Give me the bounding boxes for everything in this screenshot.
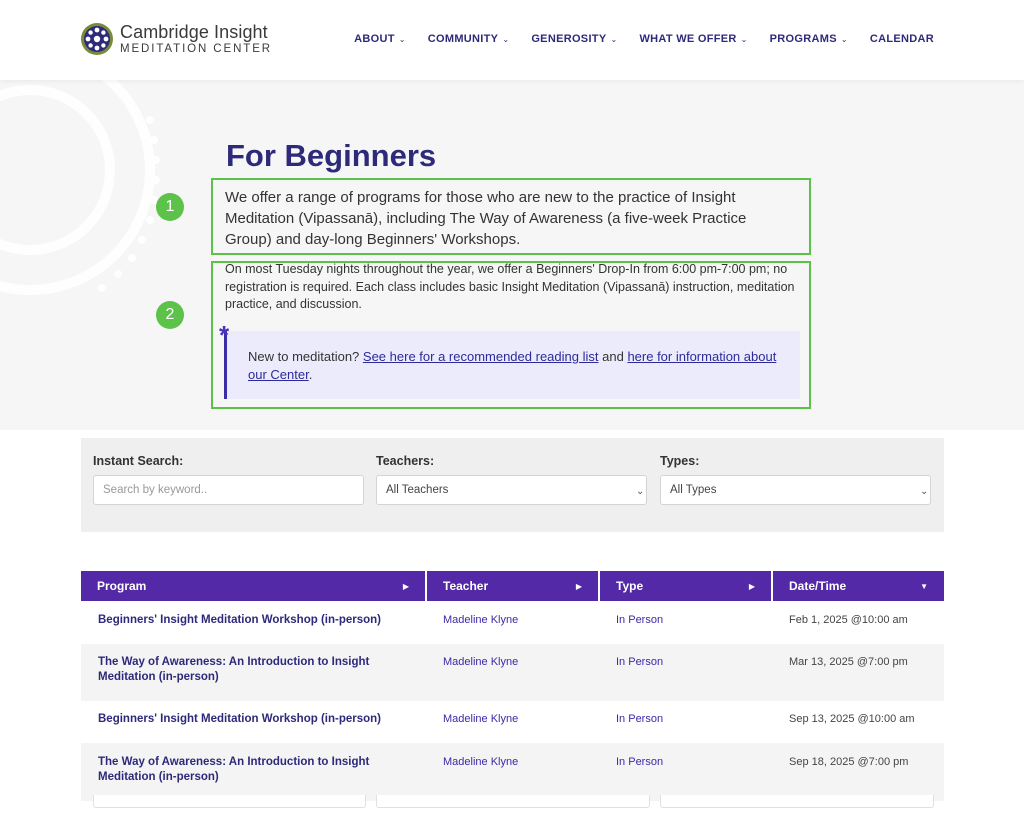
center-info-link[interactable]: here for information about our Center: [248, 349, 777, 382]
teacher-link[interactable]: Madeline Klyne: [443, 614, 519, 626]
clipped-input: [660, 795, 934, 808]
table-row: [81, 701, 944, 743]
asterisk-icon: *: [219, 320, 230, 350]
date-cell: Feb 1, 2025 @10:00 am: [789, 614, 908, 626]
chevron-down-icon: ⌄: [740, 34, 748, 44]
sort-arrow-icon: ▶: [575, 581, 582, 591]
page-title: For Beginners: [226, 138, 437, 173]
dropin-paragraph: On most Tuesday nights throughout the year, we offer a Beginners' Drop-In from 6:00 pm-7:00 pm; no registration is required. Each class includes basic Insight Meditation (Vipassanā) instruction, meditation practice, and discussion.: [225, 262, 795, 311]
chevron-down-icon: ⌄: [920, 486, 929, 497]
program-link[interactable]: The Way of Awareness: An Introduction to Insight Meditation (in-person): [98, 756, 370, 783]
site-logo[interactable]: [80, 22, 272, 56]
chevron-down-icon: ⌄: [636, 486, 645, 497]
nav-programs[interactable]: PROGRAMS ⌄: [769, 33, 848, 45]
teacher-link[interactable]: Madeline Klyne: [443, 713, 519, 725]
column-header-datetime[interactable]: Date/Time ▼: [773, 571, 944, 601]
type-link[interactable]: In Person: [616, 614, 664, 626]
annotation-box-1: [211, 178, 811, 255]
column-header-program[interactable]: Program ▶: [81, 571, 425, 601]
program-link[interactable]: The Way of Awareness: An Introduction to Insight Meditation (in-person): [98, 656, 370, 683]
nav-what-we-offer[interactable]: WHAT WE OFFER ⌄: [639, 33, 748, 45]
table-row: [81, 644, 944, 701]
type-link[interactable]: In Person: [616, 656, 664, 668]
column-header-teacher[interactable]: Teacher ▶: [427, 571, 598, 601]
column-header-type[interactable]: Type ▶: [600, 571, 771, 601]
main-nav: [354, 33, 934, 45]
table-row: [81, 743, 944, 801]
teacher-link[interactable]: Madeline Klyne: [443, 756, 519, 768]
sort-arrow-icon: ▶: [402, 581, 409, 591]
chevron-down-icon: ⌄: [398, 34, 406, 44]
types-select[interactable]: All Types: [660, 475, 931, 505]
annotation-badge-2: 2: [156, 301, 184, 329]
chevron-down-icon: ⌄: [610, 34, 618, 44]
mandala-ornament: [0, 60, 230, 310]
teachers-select[interactable]: All Teachers: [376, 475, 647, 505]
site-header: [0, 0, 1024, 80]
logo-subtitle: MEDITATION CENTER: [120, 42, 272, 55]
nav-community[interactable]: COMMUNITY ⌄: [427, 33, 510, 45]
program-link[interactable]: Beginners' Insight Meditation Workshop (in-person): [98, 713, 381, 725]
annotation-box-2: [211, 261, 811, 409]
chevron-down-icon: ⌄: [840, 34, 848, 44]
callout-text: New to meditation? See here for a recommended reading list and here for information about our Center.: [248, 349, 777, 382]
type-link[interactable]: In Person: [616, 713, 664, 725]
logo-name: Cambridge Insight: [120, 21, 268, 42]
date-cell: Mar 13, 2025 @7:00 pm: [789, 656, 908, 668]
teachers-label: Teachers:: [376, 454, 435, 468]
teacher-link[interactable]: Madeline Klyne: [443, 656, 519, 668]
clipped-input: [376, 795, 650, 808]
nav-generosity[interactable]: GENEROSITY ⌄: [531, 33, 618, 45]
reading-list-link[interactable]: See here for a recommended reading list: [362, 349, 599, 364]
clipped-input: [93, 795, 366, 808]
filter-panel: [81, 438, 944, 532]
table-row: [81, 601, 944, 644]
nav-calendar[interactable]: CALENDAR: [869, 33, 934, 45]
date-cell: Sep 18, 2025 @7:00 pm: [789, 756, 909, 768]
intro-paragraph: We offer a range of programs for those who are new to the practice of Insight Meditation (Vipassanā), including The Way of Awareness (a five-week Practice Group) and day-long Beginners' Workshops.: [225, 189, 747, 248]
programs-table: [81, 571, 944, 783]
sort-arrow-icon: ▶: [748, 581, 755, 591]
table-header: [81, 571, 944, 601]
program-link[interactable]: Beginners' Insight Meditation Workshop (in-person): [98, 614, 381, 626]
search-input[interactable]: [93, 475, 364, 505]
nav-about[interactable]: ABOUT ⌄: [354, 33, 406, 45]
lotus-logo-icon: [80, 22, 114, 56]
type-link[interactable]: In Person: [616, 756, 664, 768]
chevron-down-icon: ⌄: [502, 34, 510, 44]
types-label: Types:: [660, 454, 700, 468]
date-cell: Sep 13, 2025 @10:00 am: [789, 713, 915, 725]
search-label: Instant Search:: [93, 454, 184, 468]
annotation-badge-1: 1: [156, 193, 184, 221]
sort-desc-icon: ▼: [920, 581, 928, 591]
